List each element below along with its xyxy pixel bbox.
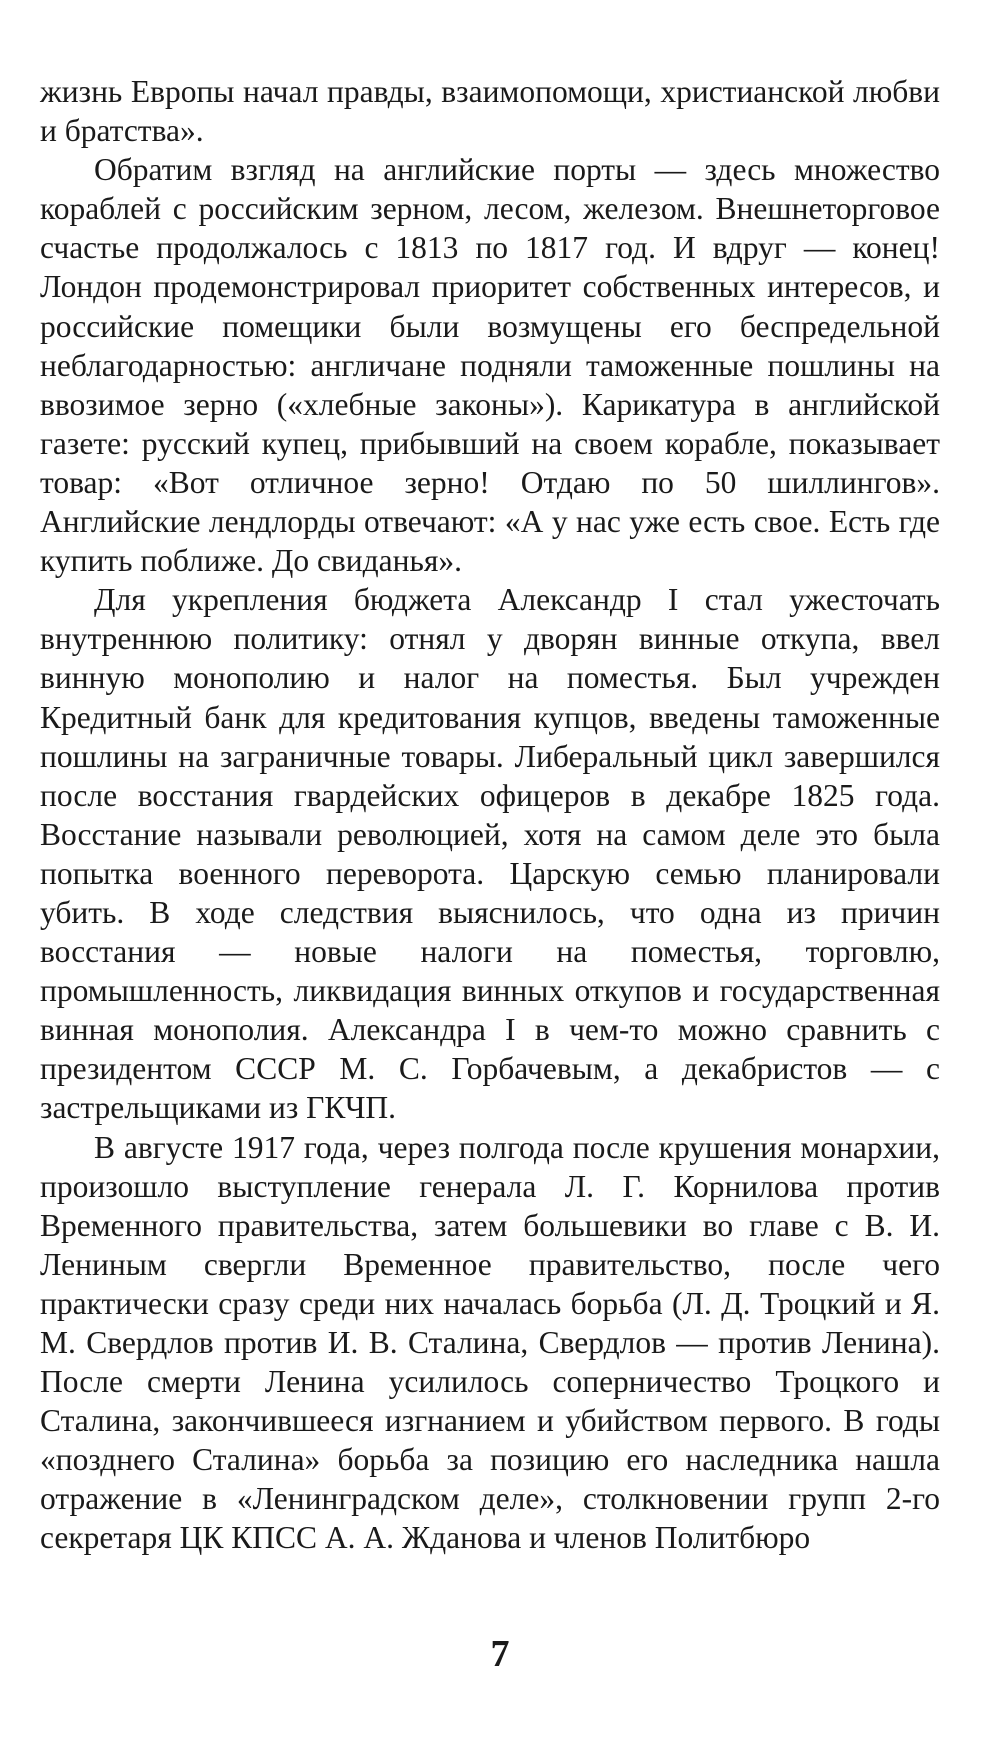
page-number: 7 [490,1633,510,1675]
paragraph-english-ports: Обратим взгляд на английские порты — здесь множество кораблей с российским зерном, лесом, железом. Внешнеторговое счастье продолжалось с 1813 по 1817 год. И вдруг — конец! Лондон продемонстрировал приоритет собственных интересов, и российские помещики были возмущены его беспредельной неблагодарностью: англичане подняли таможенные пошлины на ввозимое зерно («хлебные законы»). Карикатура в английской газете: русский купец, прибывший на своем корабле, показывает товар: «Вот отличное зерно! Отдаю по 50 шиллингов». Английские лендлорды отвечают: «А у нас уже есть свое. Есть где купить поближе. До свиданья». [40,152,940,579]
paragraph-alexander-budget: Для укрепления бюджета Александр I стал ужесточать внутреннюю политику: отнял у дворян винные откупа, ввел винную монополию и налог на поместья. Был учрежден Кредитный банк для кредитования купцов, введены таможенные пошлины на заграничные товары. Либеральный цикл завершился после восстания гвардейских офицеров в декабре 1825 года. Восстание называли революцией, хотя на самом деле это была попытка военного переворота. Царскую семью планировали убить. В ходе следствия выяснилось, что одна из причин восстания — новые налоги на поместья, торговлю, промышленность, ликвидация винных откупов и государственная винная монополия. Александра I в чем-то можно сравнить с президентом СССР М. С. Горбачевым, а декабристов — с застрельщиками из ГКЧП. [40,582,940,1126]
paragraph-august-1917: В августе 1917 года, через полгода после крушения монархии, произошло выступление генерала Л. Г. Корнилова против Временного правительства, затем большевики во главе с В. И. Лениным свергли Временное правительство, после чего практически сразу среди них началась борьба (Л. Д. Троцкий и Я. М. Свердлов против И. В. Сталина, Свердлов — против Ленина). После смерти Ленина усилилось соперничество Троцкого и Сталина, закончившееся изгнанием и убийством первого. В годы «позднего Сталина» борьба за позицию его наследника нашла отражение в «Ленинградском деле», столкновении групп 2-го секретаря ЦК КПСС А. А. Жданова и членов Политбюро [40,1129,940,1556]
body-text [40,72,940,1558]
paragraph-continuation: жизнь Европы начал правды, взаимопомощи, христианской любви и братства». [40,74,940,149]
